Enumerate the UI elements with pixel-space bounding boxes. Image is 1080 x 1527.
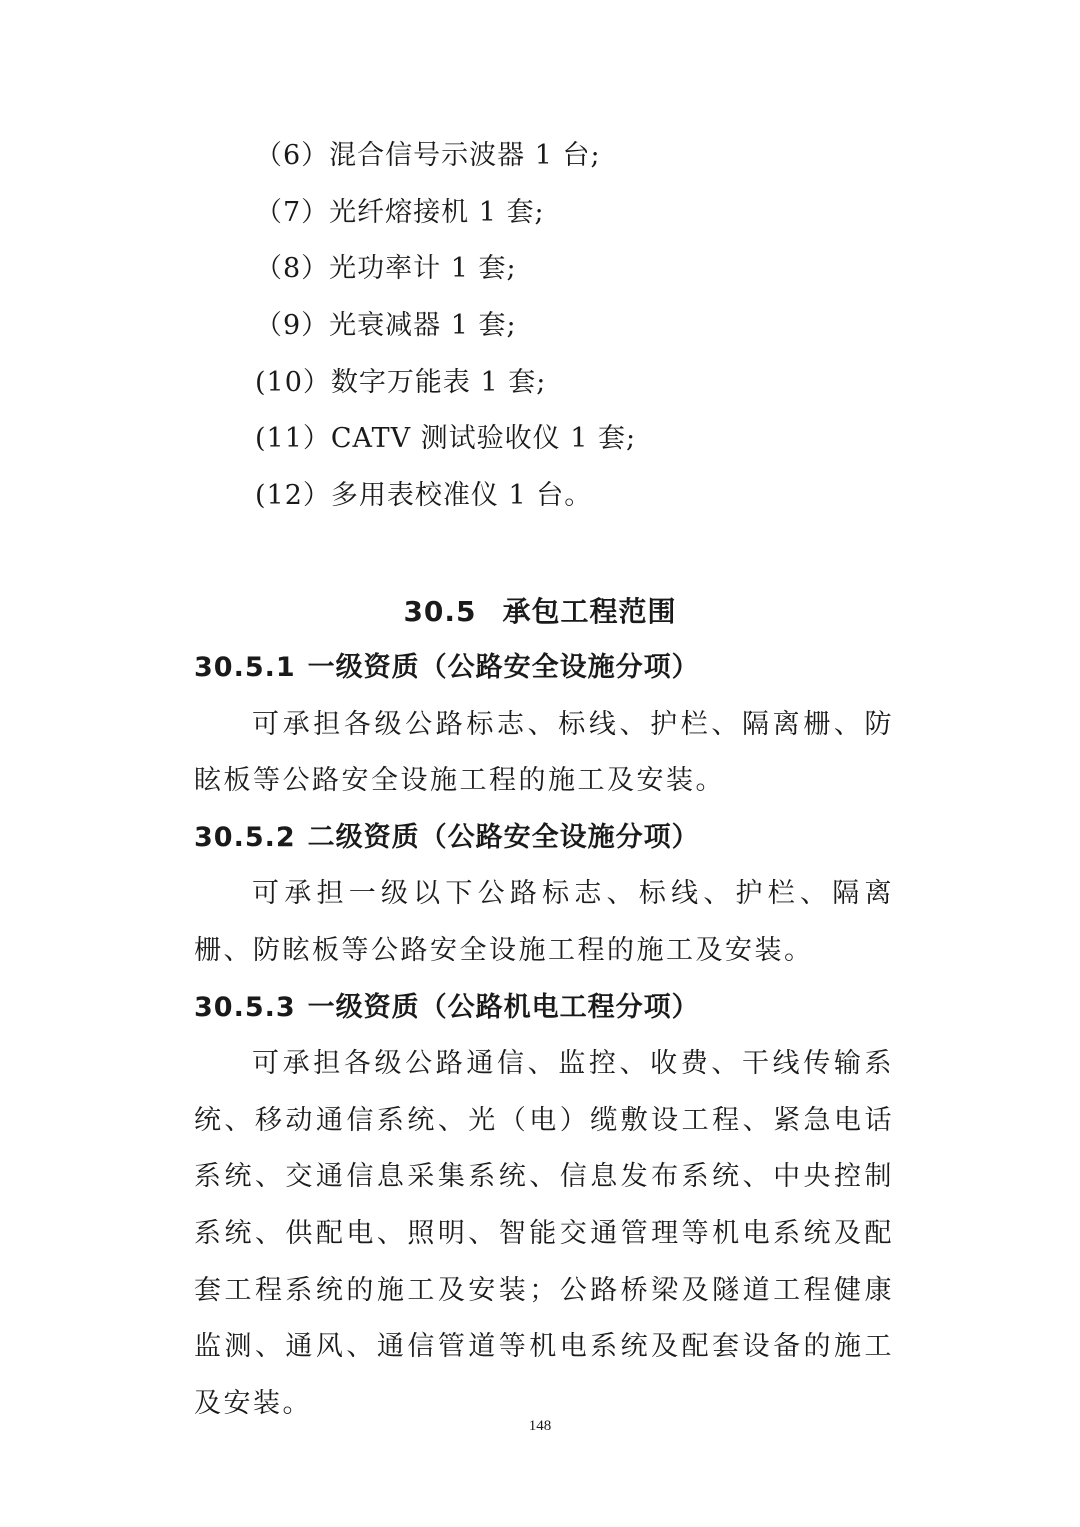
subsection-paragraph: 可承担各级公路标志、标线、护栏、隔离栅、防眩板等公路安全设施工程的施工及安装。: [194, 708, 894, 797]
list-item: （7）光纤熔接机 1 套;: [255, 196, 545, 228]
subsection-title: 一级资质（公路机电工程分项）: [307, 991, 700, 1023]
subsection-heading-30-5-2: [194, 810, 894, 867]
subsection-paragraph: 可承担一级以下公路标志、标线、护栏、隔离栅、防眩板等公路安全设施工程的施工及安装。: [194, 878, 894, 966]
subsection-paragraph: 可承担各级公路通信、监控、收费、干线传输系统、移动通信系统、光（电）缆敷设工程、紧急电话系统、交通信息采集系统、信息发布系统、中央控制系统、供配电、照明、智能交通管理等机电系统及配套工程系统的施工及安装；公路桥梁及隧道工程健康监测、通风、通信管道等机电系统及配套设备的施工及安装。: [194, 1048, 894, 1419]
section-heading: [0, 584, 1080, 640]
section-number: 30.5: [403, 595, 477, 628]
subsection-number: 30.5.2: [194, 821, 296, 853]
subsection-heading-30-5-3: [194, 980, 894, 1037]
equipment-list: [255, 128, 955, 525]
section-body: [194, 640, 894, 1432]
list-item: （6）混合信号示波器 1 台;: [255, 140, 601, 171]
subsection-number: 30.5.1: [194, 652, 296, 683]
list-item: (12）多用表校准仪 1 台。: [255, 480, 593, 512]
subsection-title: 二级资质（公路安全设施分项）: [307, 821, 700, 853]
list-item: （9）光衰减器 1 套;: [255, 310, 517, 342]
page-number: 148: [528, 1418, 552, 1434]
list-item: (11）CATV 测试验收仪 1 套;: [255, 423, 637, 455]
subsection-heading-30-5-1: [194, 640, 894, 697]
list-item: (10）数字万能表 1 套;: [255, 366, 547, 398]
subsection-number: 30.5.3: [194, 991, 296, 1023]
subsection-title: 一级资质（公路安全设施分项）: [307, 652, 700, 683]
list-item: （8）光功率计 1 套;: [255, 253, 517, 285]
section-title: 承包工程范围: [502, 595, 677, 628]
